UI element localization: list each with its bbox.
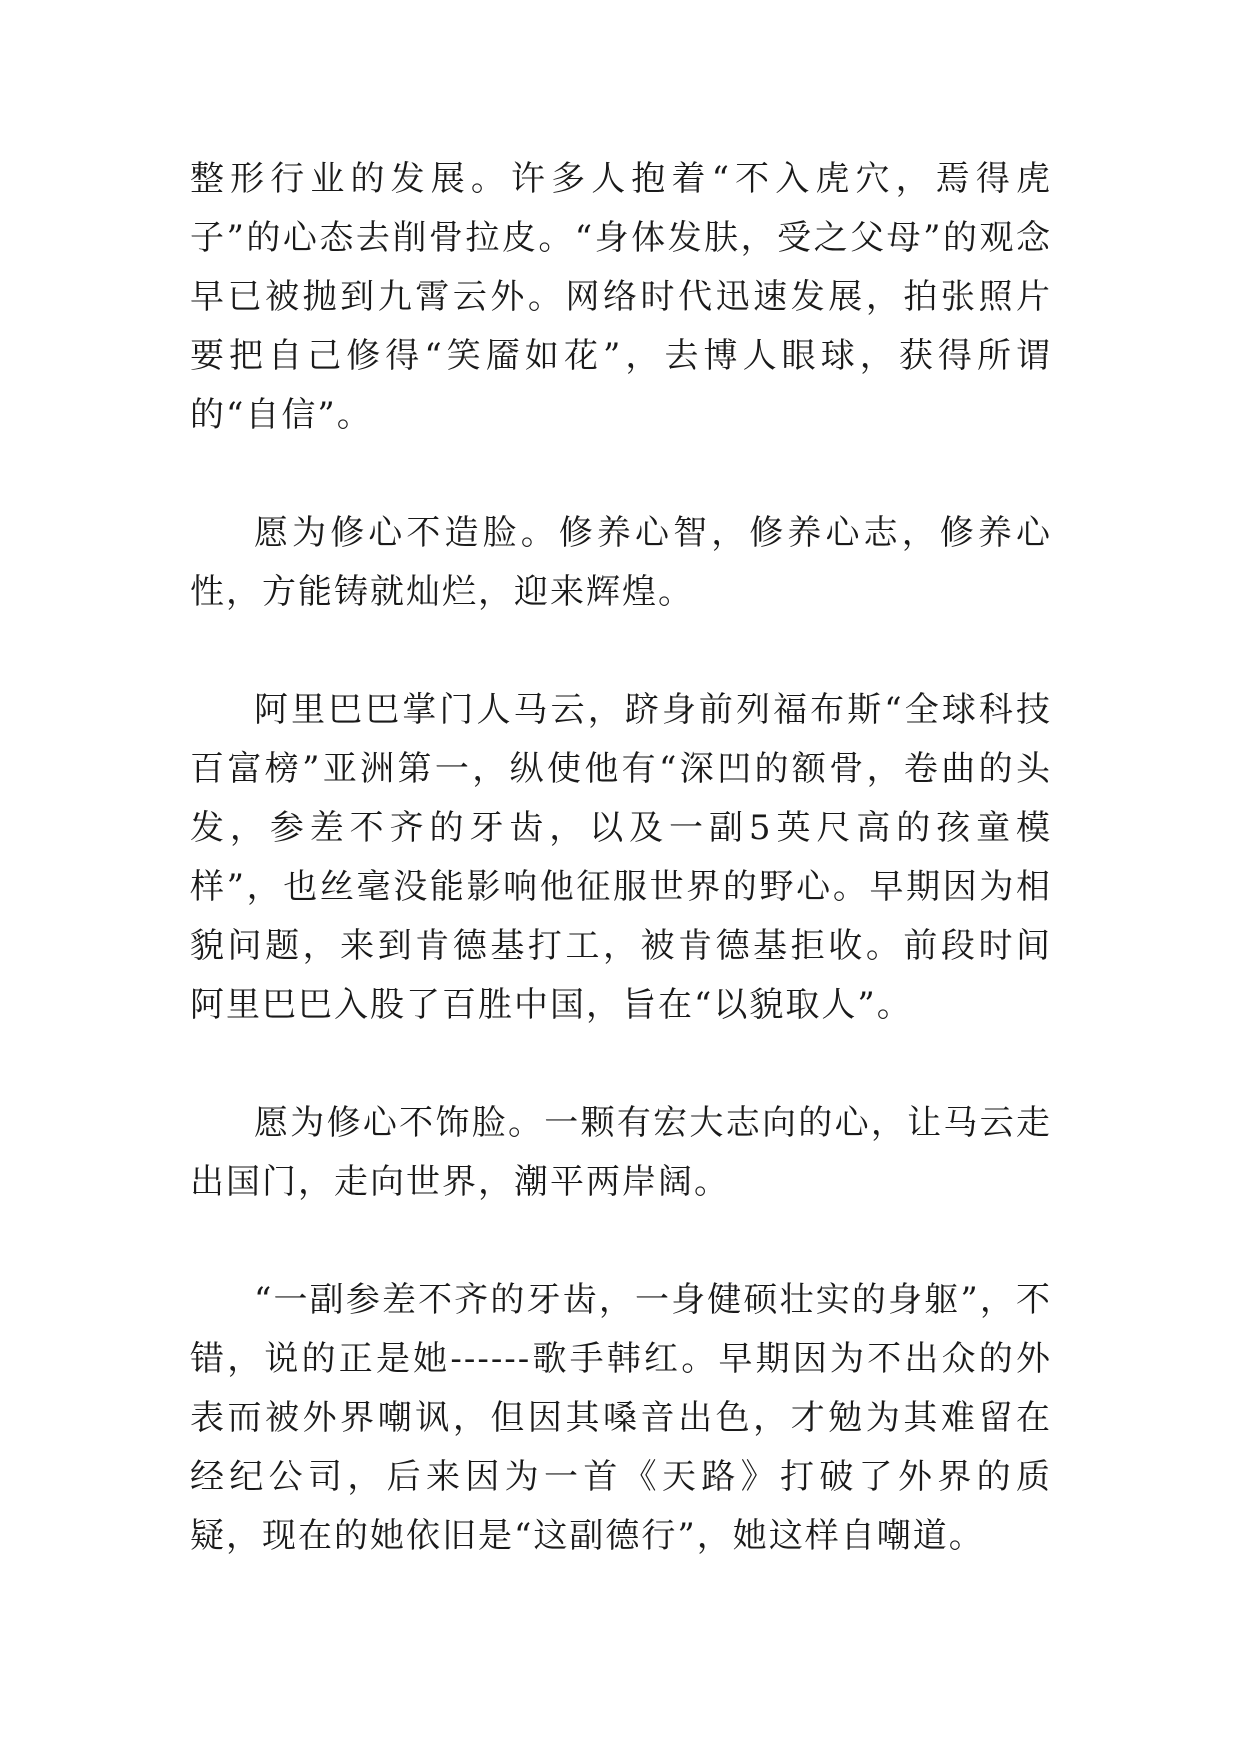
paragraph-5: “一副参差不齐的牙齿，一身健硕壮实的身躯”，不错，说的正是她------歌手韩红。早期因为不出众的外表而被外界嘲讽，但因其嗓音出色，才勉为其难留在经纪公司，后来因为一首《天路》打破了外界的质疑，现在的她依旧是“这副德行”，她这样自嘲道。	[190, 1280, 1052, 1556]
paragraph-2: 愿为修心不造脸。修养心智，修养心志，修养心性，方能铸就灿烂，迎来辉煌。	[190, 513, 1052, 612]
paragraph-4: 愿为修心不饰脸。一颗有宏大志向的心，让马云走出国门，走向世界，潮平两岸阔。	[190, 1103, 1052, 1202]
document-body	[190, 150, 1052, 1566]
paragraph-3: 阿里巴巴掌门人马云，跻身前列福布斯“全球科技百富榜”亚洲第一，纵使他有“深凹的额骨，卷曲的头发，参差不齐的牙齿，以及一副5英尺高的孩童模样”，也丝毫没能影响他征服世界的野心。早期因为相貌问题，来到肯德基打工，被肯德基拒收。前段时间阿里巴巴入股了百胜中国，旨在“以貌取人”。	[190, 690, 1052, 1025]
paragraph-1: 整形行业的发展。许多人抱着“不入虎穴，焉得虎子”的心态去削骨拉皮。“身体发肤，受之父母”的观念早已被抛到九霄云外。网络时代迅速发展，拍张照片要把自己修得“笑靥如花”，去博人眼球，获得所谓的“自信”。	[190, 159, 1052, 435]
